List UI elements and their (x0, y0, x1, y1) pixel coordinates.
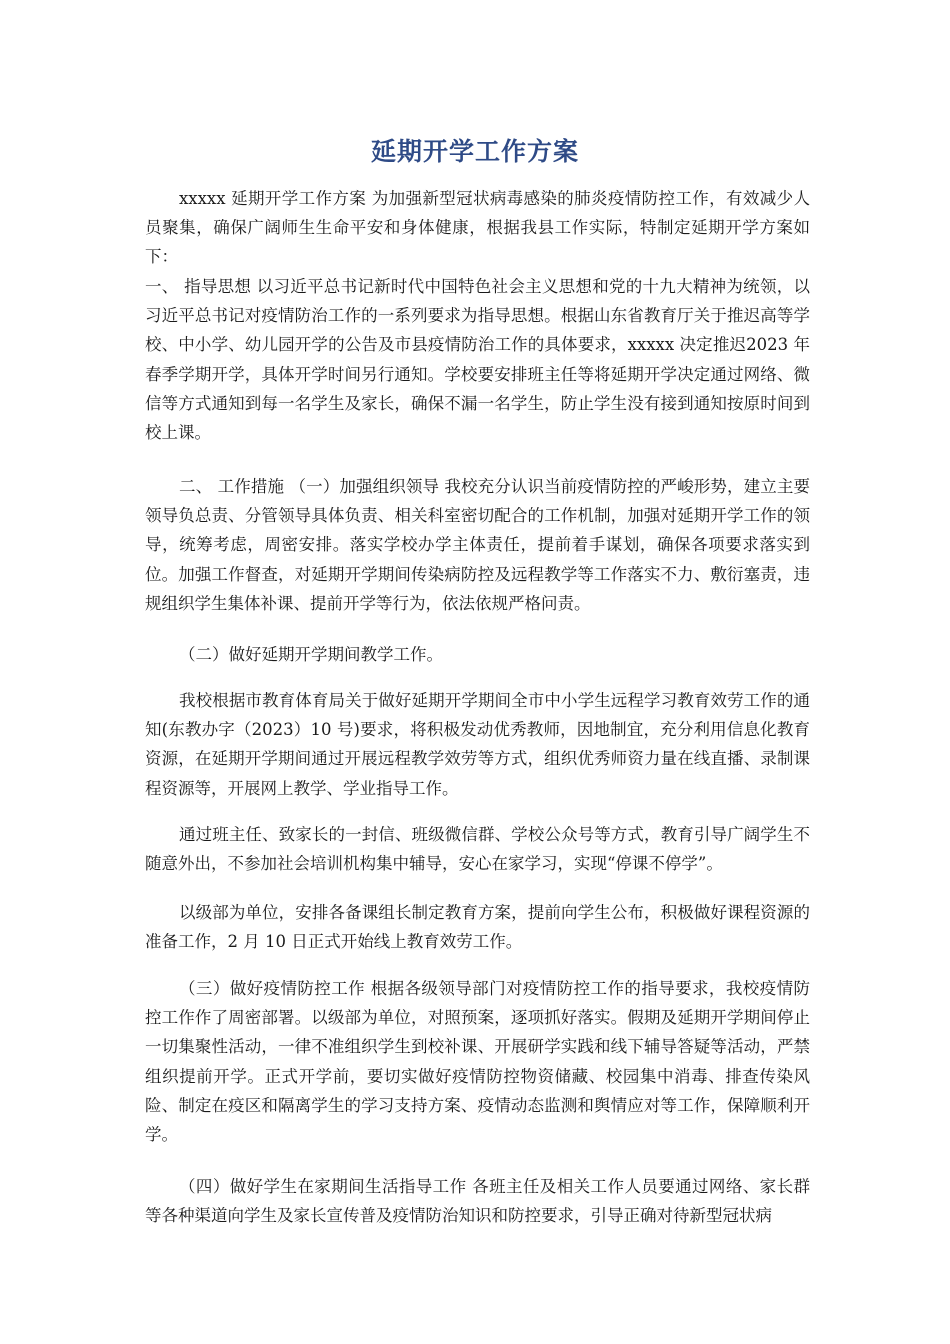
paragraph-home-study: 通过班主任、致家长的一封信、班级微信群、学校公众号等方式，教育引导广阔学生不随意外出，不参加社会培训机构集中辅导，安心在家学习，实现“停课不停学”。 (145, 825, 810, 874)
paragraph-intro: xxxxx 延期开学工作方案 为加强新型冠状病毒感染的肺炎疫情防控工作，有效减少人员聚集，确保广阔师生生命平安和身体健康，根据我县工作实际，特制定延期开学方案如下： (145, 189, 810, 267)
paragraph-remote-teaching: 我校根据市教育体育局关于做好延期开学期间全市中小学生远程学习教育效劳工作的通知(东教办字（2023）10 号)要求，将积极发动优秀教师，因地制宜，充分利用信息化教育资源，在延期开学期间通过开展远程教学效劳等方式，组织优秀师资力量在线直播、录制课程资源等，开展网上教学、学业指导工作。 (145, 691, 810, 798)
paragraph-guiding-thought: 一、 指导思想 以习近平总书记新时代中国特色社会主义思想和党的十九大精神为统领，以习近平总书记对疫情防治工作的一系列要求为指导思想。根据山东省教育厅关于推迟高等学校、中小学、幼儿园开学的公告及市县疫情防治工作的具体要求，xxxxx 决定推迟2023 年春季学期开学，具体开学时间另行通知。学校要安排班主任等将延期开学决定通过网络、微信等方式通知到每一名学生及家长，确保不漏一名学生，防止学生没有接到通知按原时间到校上课。 (145, 277, 810, 443)
paragraph-epidemic-control: （三）做好疫情防控工作 根据各级领导部门对疫情防控工作的指导要求，我校疫情防控工作作了周密部署。以级部为单位，对照预案，逐项抓好落实。假期及延期开学期间停止一切集聚性活动，一律不准组织学生到校补课、开展研学实践和线下辅导答疑等活动，严禁组织提前开学。正式开学前，要切实做好疫情防控物资储藏、校园集中消毒、排查传染风险、制定在疫区和隔离学生的学习支持方案、疫情动态监测和舆情应对等工作，保障顺利开学。 (145, 979, 810, 1145)
paragraph-work-measures: 二、 工作措施 （一）加强组织领导 我校充分认识当前疫情防控的严峻形势，建立主要领导负总责、分管领导具体负责、相关科室密切配合的工作机制，加强对延期开学工作的领导，统筹考虑，周密安排。落实学校办学主体责任，提前着手谋划，确保各项要求落实到位。加强工作督查，对延期开学期间传染病防控及远程教学等工作落实不力、敷衍塞责，违规组织学生集体补课、提前开学等行为，依法依规严格问责。 (145, 477, 810, 613)
paragraph-course-resources: 以级部为单位，安排各备课组长制定教育方案，提前向学生公布，积极做好课程资源的准备工作，2 月 10 日正式开始线上教育效劳工作。 (145, 903, 810, 952)
paragraph-teaching-heading: （二）做好延期开学期间教学工作。 (179, 645, 443, 664)
paragraph-life-guidance: （四）做好学生在家期间生活指导工作 各班主任及相关工作人员要通过网络、家长群等各种渠道向学生及家长宣传普及疫情防治知识和防控要求，引导正确对待新型冠状病 (145, 1177, 810, 1226)
document-title: 延期开学工作方案 (370, 137, 579, 166)
